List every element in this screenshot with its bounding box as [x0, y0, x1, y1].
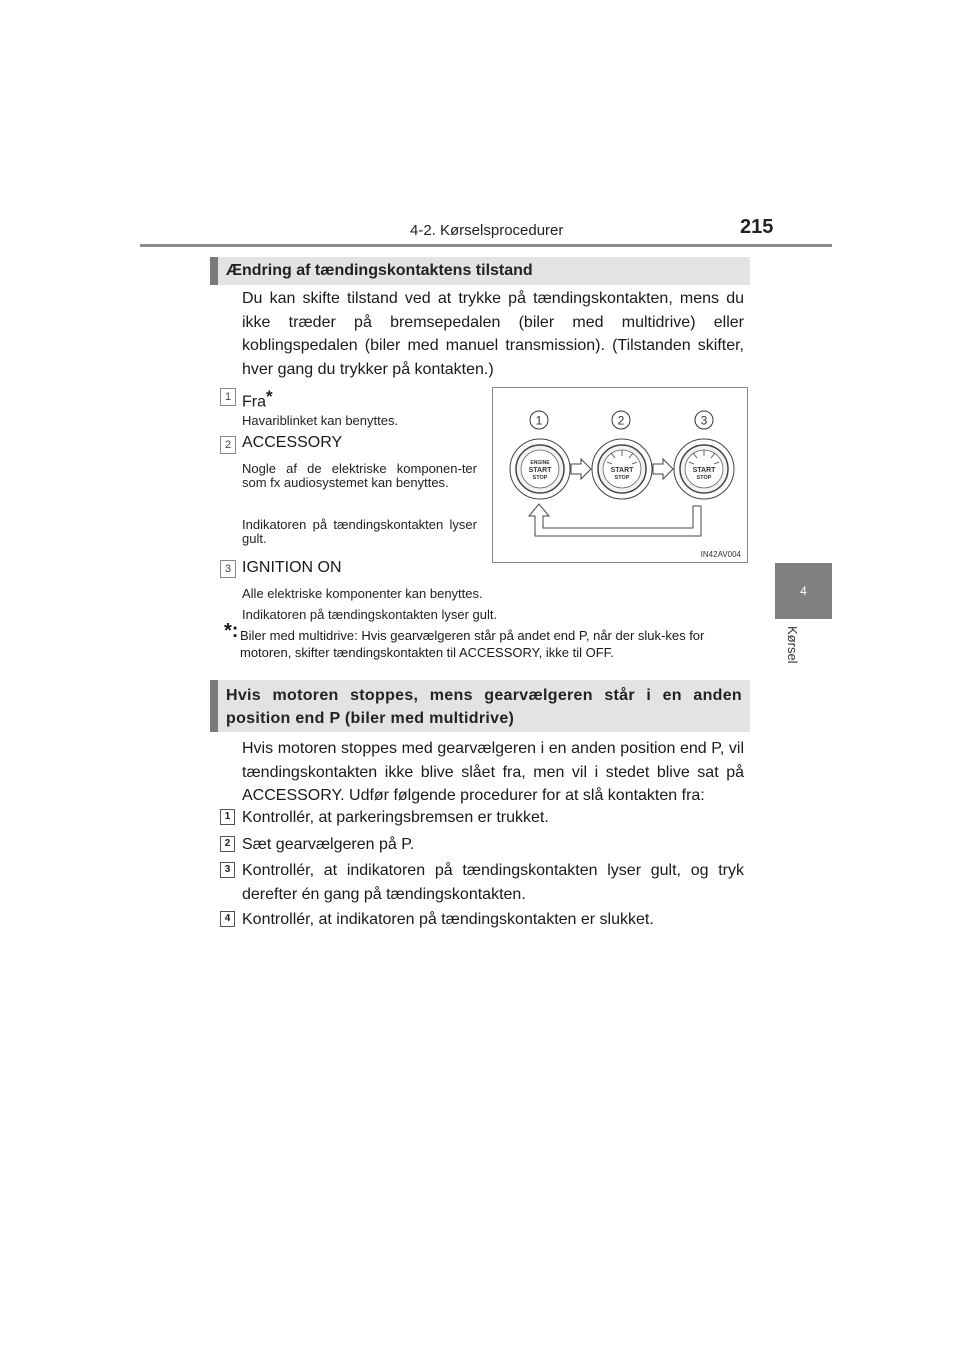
- chapter-tab: 4: [775, 563, 832, 619]
- button1-engine-text: ENGINE: [530, 460, 550, 466]
- step-3-text: Kontrollér, at indikatoren på tændingskontakten lyser gult, og tryk derefter én gang på tændingskontakten.: [242, 862, 744, 903]
- return-arrow-icon: [529, 504, 701, 536]
- section1-intro: Du kan skifte tilstand ved at trykke på tændingskontakten, mens du ikke træder på bremsepedalen (biler med multidrive) eller koblingspedalen (biler med manuel transmission). (Tilstanden skifter, hver gang du trykker på kontakten.): [242, 290, 744, 378]
- item-number-2: 2: [220, 436, 236, 454]
- section-heading-engine-stopped: [210, 680, 750, 732]
- item-number-1: 1: [220, 388, 236, 406]
- step-number-2: 2: [220, 836, 235, 852]
- header-section-title: 4-2. Kørselsprocedurer: [410, 222, 564, 239]
- button3-start-text: START: [692, 467, 716, 474]
- button1-stop-text: STOP: [532, 475, 548, 481]
- start-button-ignition-on: [674, 439, 734, 499]
- item-number-3: 3: [220, 560, 236, 578]
- figure-label-3-text: 3: [700, 413, 708, 428]
- footnote-marker: *:: [224, 620, 239, 642]
- page-number: 215: [740, 216, 774, 238]
- button2-stop-text: STOP: [614, 475, 630, 481]
- arrow-right-icon: [653, 459, 673, 479]
- chapter-tab-label-wrap: [770, 620, 830, 680]
- section-heading-ignition-mode: Ændring af tændingskontaktens tilstand: [210, 257, 750, 285]
- figure-label-3: [695, 411, 713, 429]
- item-note-ignition-1: Alle elektriske komponenter kan benyttes.: [242, 586, 483, 601]
- figure-code: IN42AV004: [700, 550, 741, 559]
- figure-label-2: [612, 411, 630, 429]
- button1-start-text: START: [528, 467, 552, 474]
- step-number-3: 3: [220, 862, 235, 878]
- step-1-text: Kontrollér, at parkeringsbremsen er trukket.: [242, 809, 549, 826]
- step-4-text: Kontrollér, at indikatoren på tændingskontakten er slukket.: [242, 911, 654, 928]
- step-number-1: 1: [220, 809, 235, 825]
- section2-intro: Hvis motoren stoppes med gearvælgeren i en anden position end P, vil tændingskontakten ikke blive slået fra, men vil i stedet blive sat på ACCESSORY. Udfør følgende procedurer for at slå kontakten fra:: [242, 740, 744, 804]
- figure-label-2-text: 2: [617, 413, 625, 428]
- section2-heading-line2: position end P (biler med multidrive): [226, 710, 515, 727]
- figure-label-1: [530, 411, 548, 429]
- footnote-text: Biler med multidrive: Hvis gearvælgeren står på andet end P, når der sluk-kes for motoren, skifter tændingskontakten til ACCESSORY, ikke til OFF.: [240, 628, 705, 660]
- item-title-off-asterisk: *: [266, 387, 273, 406]
- ignition-switch-figure: [492, 387, 748, 563]
- start-button-accessory: [592, 439, 652, 499]
- item-note-accessory-1: Nogle af de elektriske komponen-ter som fx audiosystemet kan benyttes.: [242, 461, 477, 490]
- section2-heading-line1: Hvis motoren stoppes, mens gearvælgeren står i en anden: [226, 687, 742, 704]
- button3-stop-text: STOP: [696, 475, 712, 481]
- header-divider: [140, 244, 832, 247]
- item-note-accessory-2: Indikatoren på tændingskontakten lyser gult.: [242, 517, 477, 546]
- arrow-right-icon: [571, 459, 591, 479]
- item-title-off: [242, 385, 273, 411]
- item-note-off: Havariblinket kan benyttes.: [242, 413, 399, 428]
- item-title-off-text: Fra: [242, 393, 266, 411]
- item-title-accessory: ACCESSORY: [242, 434, 343, 451]
- start-button-off: [510, 439, 570, 499]
- item-title-ignition-on: IGNITION ON: [242, 559, 342, 576]
- ignition-switch-diagram: [493, 388, 747, 562]
- figure-label-1-text: 1: [535, 413, 543, 428]
- step-number-4: 4: [220, 911, 235, 927]
- button2-start-text: START: [610, 467, 634, 474]
- item-note-ignition-2: Indikatoren på tændingskontakten lyser gult.: [242, 607, 498, 622]
- chapter-tab-label: Kørsel: [785, 626, 800, 664]
- step-2-text: Sæt gearvælgeren på P.: [242, 836, 415, 853]
